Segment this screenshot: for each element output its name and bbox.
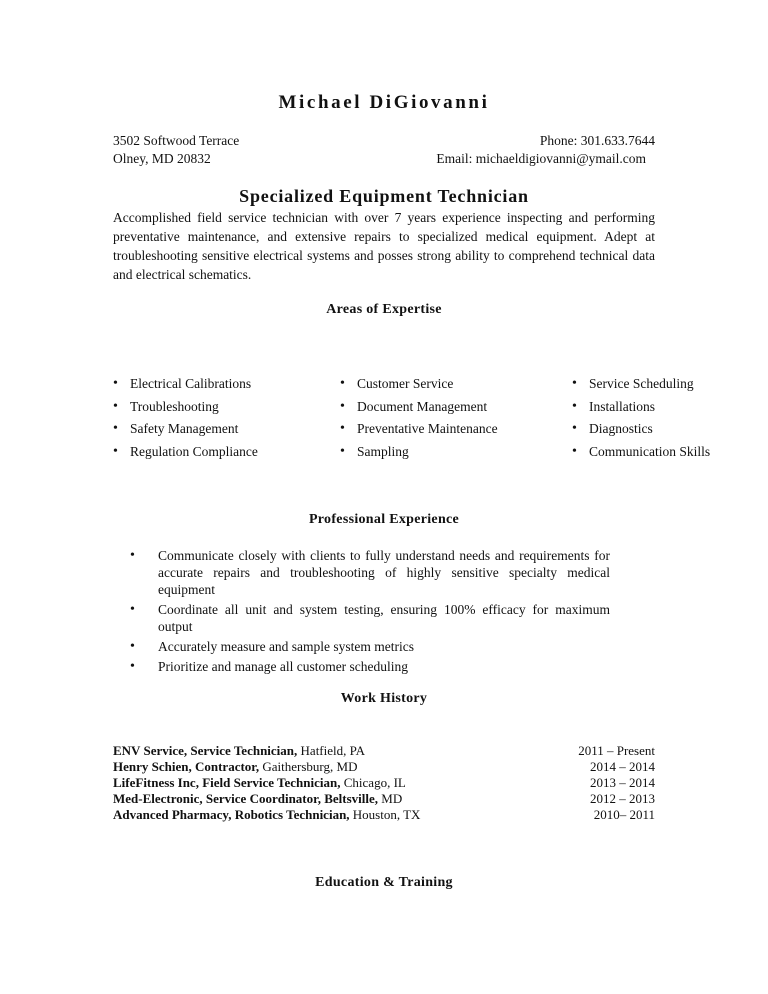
location: MD: [378, 791, 403, 806]
work-history-heading: Work History: [340, 691, 428, 706]
employer: Advanced Pharmacy, Robotics Technician,: [113, 807, 350, 822]
address-line-1: 3502 Softwood Terrace: [113, 133, 240, 148]
list-item: • Communicate closely with clients to fully understand needs and requirements for accurate repairs and troubleshooting of highly sensitive specialty medical equipment: [130, 547, 610, 598]
dates: 2011 – Present: [578, 743, 655, 758]
education-heading: Education & Training: [315, 875, 453, 890]
list-item: • Document Management: [340, 397, 498, 420]
work-history-table: [113, 743, 655, 823]
employer: LifeFitness Inc, Field Service Technician,: [113, 775, 341, 790]
expertise-column-1: [113, 374, 258, 464]
employer: Med-Electronic, Service Coordinator, Beltsville,: [113, 791, 379, 806]
list-item: • Prioritize and manage all customer scheduling: [130, 658, 610, 675]
phone: Phone: 301.633.7644: [539, 133, 655, 148]
summary-paragraph: Accomplished field service technician with over 7 years experience inspecting and performing preventative maintenance, and extensive repairs to specialized medical equipment. Adept at troubleshooting sensitive electrical systems and posses strong ability to comprehend technical data and electrical schematics.: [113, 210, 655, 282]
dates: 2012 – 2013: [590, 791, 655, 806]
list-item: • Installations: [572, 397, 710, 420]
table-row: [113, 807, 655, 823]
location: Chicago, IL: [340, 775, 406, 790]
employer: ENV Service, Service Technician,: [113, 743, 298, 758]
list-item: • Service Scheduling: [572, 374, 710, 397]
job-title: Specialized Equipment Technician: [239, 186, 529, 206]
list-item: • Regulation Compliance: [113, 442, 258, 465]
list-item: • Preventative Maintenance: [340, 419, 498, 442]
list-item: • Troubleshooting: [113, 397, 258, 420]
location: Houston, TX: [349, 807, 421, 822]
table-row: [113, 759, 655, 775]
location: Hatfield, PA: [297, 743, 366, 758]
dates: 2014 – 2014: [590, 759, 655, 774]
employer: Henry Schien, Contractor,: [113, 759, 260, 774]
list-item: • Communication Skills: [572, 442, 710, 465]
expertise-column-3: [572, 374, 710, 464]
address-line-2: Olney, MD 20832: [113, 151, 211, 166]
location: Gaithersburg, MD: [259, 759, 358, 774]
list-item: • Coordinate all unit and system testing, ensuring 100% efficacy for maximum output: [130, 601, 610, 635]
dates: 2013 – 2014: [590, 775, 655, 790]
dates: 2010– 2011: [593, 807, 655, 822]
list-item: • Sampling: [340, 442, 498, 465]
expertise-column-2: [340, 374, 498, 464]
experience-list: [130, 547, 610, 678]
list-item: • Safety Management: [113, 419, 258, 442]
candidate-name: Michael DiGiovanni: [278, 92, 490, 113]
table-row: [113, 743, 655, 759]
list-item: • Accurately measure and sample system metrics: [130, 638, 610, 655]
list-item: • Customer Service: [340, 374, 498, 397]
table-row: [113, 791, 655, 807]
expertise-heading: Areas of Expertise: [326, 302, 442, 317]
list-item: • Electrical Calibrations: [113, 374, 258, 397]
table-row: [113, 775, 655, 791]
experience-heading: Professional Experience: [308, 512, 460, 527]
email: Email: michaeldigiovanni@ymail.com: [436, 151, 646, 166]
list-item: • Diagnostics: [572, 419, 710, 442]
